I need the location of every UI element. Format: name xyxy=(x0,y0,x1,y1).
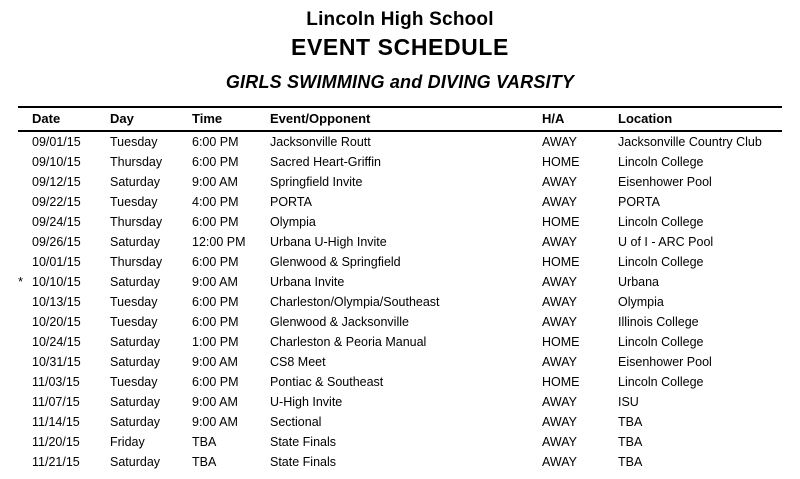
row-date: 11/07/15 xyxy=(32,394,80,409)
row-home-away: AWAY xyxy=(542,194,577,209)
row-event: Sacred Heart-Griffin xyxy=(270,154,381,169)
row-event: CS8 Meet xyxy=(270,354,326,369)
row-location: TBA xyxy=(618,454,643,469)
row-time: 9:00 AM xyxy=(192,394,238,409)
row-event: Charleston/Olympia/Southeast xyxy=(270,294,440,309)
row-day: Saturday xyxy=(110,394,161,409)
row-note-marker xyxy=(18,192,32,212)
row-date: 10/20/15 xyxy=(32,314,81,329)
row-note-marker xyxy=(18,332,32,352)
column-header-date: Date xyxy=(32,107,110,131)
row-day: Saturday xyxy=(110,234,161,249)
row-date: 09/22/15 xyxy=(32,194,81,209)
row-time: 6:00 PM xyxy=(192,374,239,389)
row-day: Saturday xyxy=(110,414,161,429)
table-row xyxy=(18,152,782,172)
row-home-away: HOME xyxy=(542,254,580,269)
row-time: 6:00 PM xyxy=(192,214,239,229)
row-date: 11/21/15 xyxy=(32,454,80,469)
table-header-row xyxy=(18,107,782,131)
row-location: Lincoln College xyxy=(618,254,704,269)
row-note-marker xyxy=(18,131,32,152)
row-location: Lincoln College xyxy=(618,214,704,229)
row-date: 10/31/15 xyxy=(32,354,81,369)
table-row xyxy=(18,452,782,472)
row-event: Springfield Invite xyxy=(270,174,363,189)
row-event: Urbana Invite xyxy=(270,274,345,289)
column-header-ha: H/A xyxy=(542,107,618,131)
row-location: Illinois College xyxy=(618,314,699,329)
row-time: 9:00 AM xyxy=(192,274,238,289)
table-row xyxy=(18,131,782,152)
table-row xyxy=(18,312,782,332)
row-location: Eisenhower Pool xyxy=(618,174,712,189)
row-home-away: AWAY xyxy=(542,134,577,149)
row-note-marker xyxy=(18,432,32,452)
row-day: Tuesday xyxy=(110,374,158,389)
table-row xyxy=(18,252,782,272)
row-event: Olympia xyxy=(270,214,316,229)
row-home-away: AWAY xyxy=(542,294,577,309)
row-date: 11/20/15 xyxy=(32,434,80,449)
row-note-marker xyxy=(18,372,32,392)
row-day: Tuesday xyxy=(110,314,158,329)
row-day: Saturday xyxy=(110,174,161,189)
row-time: 4:00 PM xyxy=(192,194,239,209)
row-home-away: HOME xyxy=(542,374,580,389)
sport-subtitle: GIRLS SWIMMING and DIVING VARSITY xyxy=(225,71,575,92)
row-event: Glenwood & Springfield xyxy=(270,254,401,269)
row-date: 09/01/15 xyxy=(32,134,81,149)
row-note-marker xyxy=(18,152,32,172)
row-time: 6:00 PM xyxy=(192,154,239,169)
row-event: U-High Invite xyxy=(270,394,343,409)
row-time: 6:00 PM xyxy=(192,314,239,329)
column-header-day: Day xyxy=(110,107,192,131)
row-note-marker xyxy=(18,172,32,192)
row-note-marker xyxy=(18,312,32,332)
page-title: EVENT SCHEDULE xyxy=(291,33,509,60)
row-day: Tuesday xyxy=(110,134,158,149)
table-row xyxy=(18,392,782,412)
row-event: Urbana U-High Invite xyxy=(270,234,387,249)
row-home-away: AWAY xyxy=(542,274,577,289)
schedule-table xyxy=(18,106,782,472)
row-date: 09/10/15 xyxy=(32,154,81,169)
row-event: Charleston & Peoria Manual xyxy=(270,334,427,349)
row-home-away: AWAY xyxy=(542,234,577,249)
row-home-away: AWAY xyxy=(542,454,577,469)
row-home-away: AWAY xyxy=(542,414,577,429)
row-home-away: HOME xyxy=(542,334,580,349)
table-row xyxy=(18,432,782,452)
table-row xyxy=(18,172,782,192)
column-header-location: Location xyxy=(618,107,782,131)
table-row xyxy=(18,272,782,292)
row-note-marker xyxy=(18,392,32,412)
row-day: Saturday xyxy=(110,454,161,469)
row-date: 10/24/15 xyxy=(32,334,81,349)
row-event: Glenwood & Jacksonville xyxy=(270,314,409,329)
row-note-marker xyxy=(18,292,32,312)
row-event: State Finals xyxy=(270,454,337,469)
row-home-away: AWAY xyxy=(542,174,577,189)
row-date: 10/01/15 xyxy=(32,254,81,269)
row-time: 9:00 AM xyxy=(192,174,238,189)
row-day: Tuesday xyxy=(110,294,158,309)
row-location: TBA xyxy=(618,434,643,449)
row-event: PORTA xyxy=(270,194,312,209)
row-event: Jacksonville Routt xyxy=(270,134,371,149)
row-date: 09/26/15 xyxy=(32,234,81,249)
table-row xyxy=(18,192,782,212)
row-event: Pontiac & Southeast xyxy=(270,374,384,389)
row-home-away: AWAY xyxy=(542,394,577,409)
row-event: State Finals xyxy=(270,434,337,449)
row-time: 9:00 AM xyxy=(192,354,238,369)
row-date: 10/13/15 xyxy=(32,294,81,309)
row-location: Olympia xyxy=(618,294,664,309)
row-day: Saturday xyxy=(110,334,161,349)
table-row xyxy=(18,292,782,312)
row-date: 11/14/15 xyxy=(32,414,80,429)
school-name: Lincoln High School xyxy=(306,9,494,30)
column-header-event: Event/Opponent xyxy=(270,107,542,131)
column-header-note xyxy=(18,107,32,131)
schedule-table-wrapper xyxy=(18,106,782,472)
row-location: TBA xyxy=(618,414,643,429)
row-home-away: HOME xyxy=(542,154,580,169)
row-location: Lincoln College xyxy=(618,154,704,169)
table-row xyxy=(18,332,782,352)
row-time: TBA xyxy=(192,454,217,469)
row-note-marker xyxy=(18,412,32,432)
table-row xyxy=(18,352,782,372)
document-header xyxy=(0,0,800,93)
row-note-marker xyxy=(18,352,32,372)
row-day: Saturday xyxy=(110,354,161,369)
row-day: Tuesday xyxy=(110,194,158,209)
row-location: ISU xyxy=(618,394,639,409)
row-note-marker: * xyxy=(18,273,24,289)
row-day: Thursday xyxy=(110,254,163,269)
row-day: Thursday xyxy=(110,154,163,169)
row-location: Eisenhower Pool xyxy=(618,354,712,369)
row-location: Lincoln College xyxy=(618,374,704,389)
row-date: 09/12/15 xyxy=(32,174,81,189)
row-day: Friday xyxy=(110,434,145,449)
row-location: Jacksonville Country Club xyxy=(618,134,762,149)
row-note-marker xyxy=(18,452,32,472)
row-location: U of I - ARC Pool xyxy=(618,234,714,249)
row-date: 09/24/15 xyxy=(32,214,81,229)
row-time: 12:00 PM xyxy=(192,234,246,249)
row-time: 9:00 AM xyxy=(192,414,238,429)
table-row xyxy=(18,372,782,392)
row-home-away: AWAY xyxy=(542,434,577,449)
row-note-marker xyxy=(18,212,32,232)
row-location: PORTA xyxy=(618,194,660,209)
row-location: Lincoln College xyxy=(618,334,704,349)
column-header-time: Time xyxy=(192,107,270,131)
table-row xyxy=(18,212,782,232)
row-note-marker xyxy=(18,232,32,252)
row-date: 10/10/15 xyxy=(32,274,81,289)
row-time: TBA xyxy=(192,434,217,449)
row-time: 6:00 PM xyxy=(192,254,239,269)
schedule-table-body xyxy=(18,131,782,472)
row-time: 6:00 PM xyxy=(192,294,239,309)
row-note-marker xyxy=(18,252,32,272)
row-day: Saturday xyxy=(110,274,161,289)
row-time: 1:00 PM xyxy=(192,334,239,349)
row-location: Urbana xyxy=(618,274,659,289)
row-day: Thursday xyxy=(110,214,163,229)
row-home-away: AWAY xyxy=(542,314,577,329)
row-home-away: AWAY xyxy=(542,354,577,369)
row-home-away: HOME xyxy=(542,214,580,229)
row-date: 11/03/15 xyxy=(32,374,80,389)
row-event: Sectional xyxy=(270,414,322,429)
table-row xyxy=(18,232,782,252)
row-time: 6:00 PM xyxy=(192,134,239,149)
table-row xyxy=(18,412,782,432)
